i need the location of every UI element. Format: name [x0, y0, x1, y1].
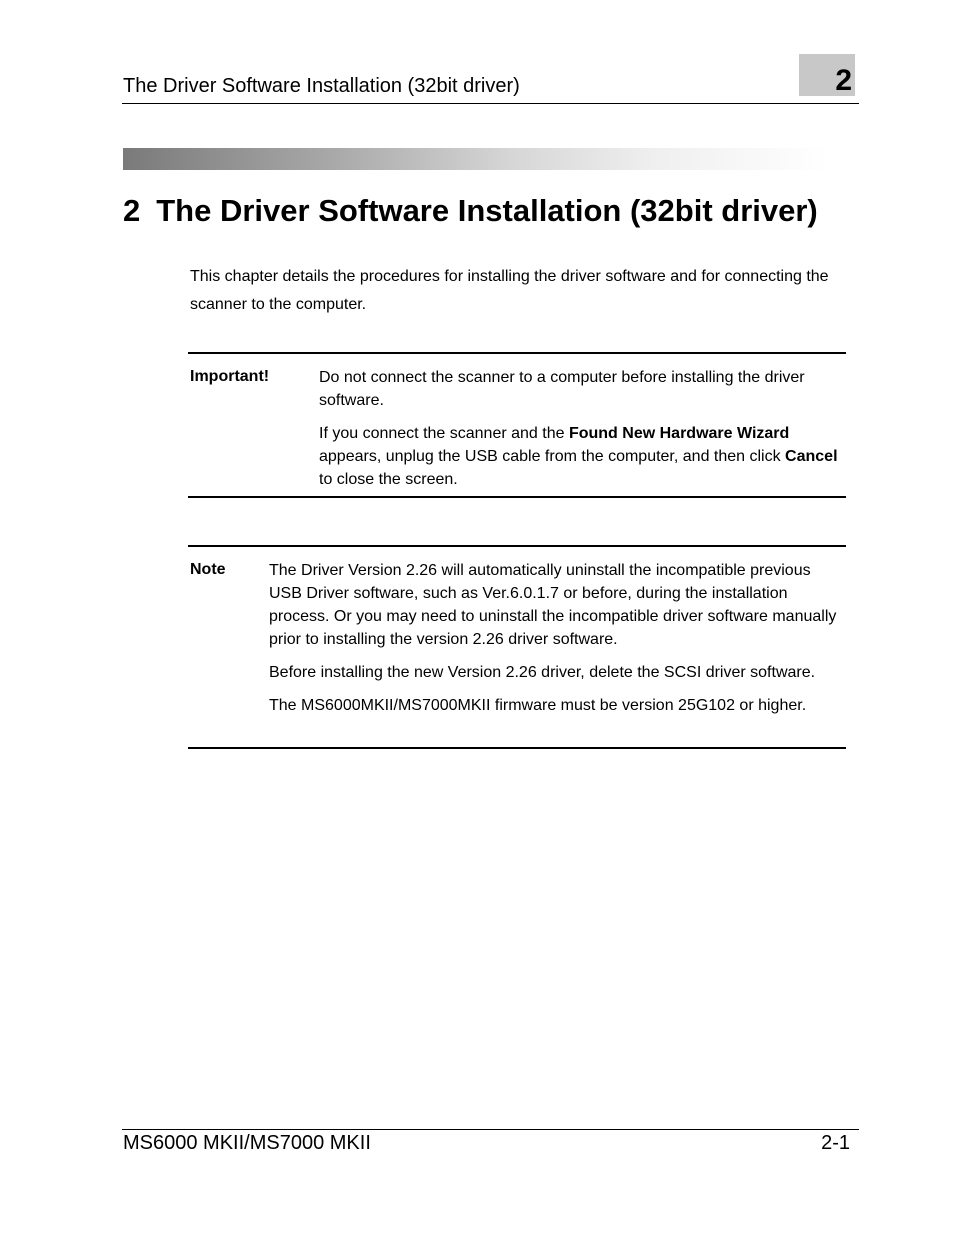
- important-body: [319, 366, 846, 501]
- cancel-term: Cancel: [785, 448, 838, 465]
- important-callout: [188, 352, 846, 498]
- important-text-1: If you connect the scanner and the: [319, 425, 569, 442]
- chapter-title: The Driver Software Installation (32bit driver): [156, 193, 818, 228]
- important-text-3: to close the screen.: [319, 471, 458, 488]
- important-paragraph-2: [319, 422, 846, 491]
- intro-paragraph: This chapter details the procedures for installing the driver software and for connecting the scanner to the computer.: [190, 268, 829, 313]
- note-label: Note: [190, 561, 226, 578]
- footer-page-number: 2-1: [821, 1132, 850, 1154]
- chapter-tab-number: 2: [835, 64, 852, 97]
- running-header-title: The Driver Software Installation (32bit driver): [123, 75, 520, 97]
- important-text-2: appears, unplug the USB cable from the computer, and then click: [319, 448, 786, 465]
- note-callout: [188, 545, 846, 749]
- note-paragraph-2: Before installing the new Version 2.26 driver, delete the SCSI driver software.: [269, 664, 816, 681]
- note-paragraph-1: The Driver Version 2.26 will automatically uninstall the incompatible previous USB Driver software, such as Ver.6.0.1.7 or before, during the installation process. Or you may need to uninstall the incompatible driver software manually prior to installing the version 2.26 driver software.: [269, 562, 837, 648]
- footer-product-name: MS6000 MKII/MS7000 MKII: [123, 1132, 371, 1154]
- header-rule: [122, 103, 859, 104]
- note-paragraph-3: The MS6000MKII/MS7000MKII firmware must be version 25G102 or higher.: [269, 697, 807, 714]
- chapter-number: 2: [123, 193, 141, 228]
- chapter-decoration-bar: [123, 148, 829, 170]
- footer-rule: [122, 1129, 859, 1130]
- important-label: Important!: [190, 368, 270, 385]
- important-paragraph-1: Do not connect the scanner to a computer before installing the driver software.: [319, 369, 805, 409]
- found-new-hardware-wizard-term: Found New Hardware Wizard: [568, 425, 790, 442]
- chapter-heading: [123, 193, 818, 229]
- note-body: [269, 559, 846, 727]
- chapter-tab: [799, 54, 855, 96]
